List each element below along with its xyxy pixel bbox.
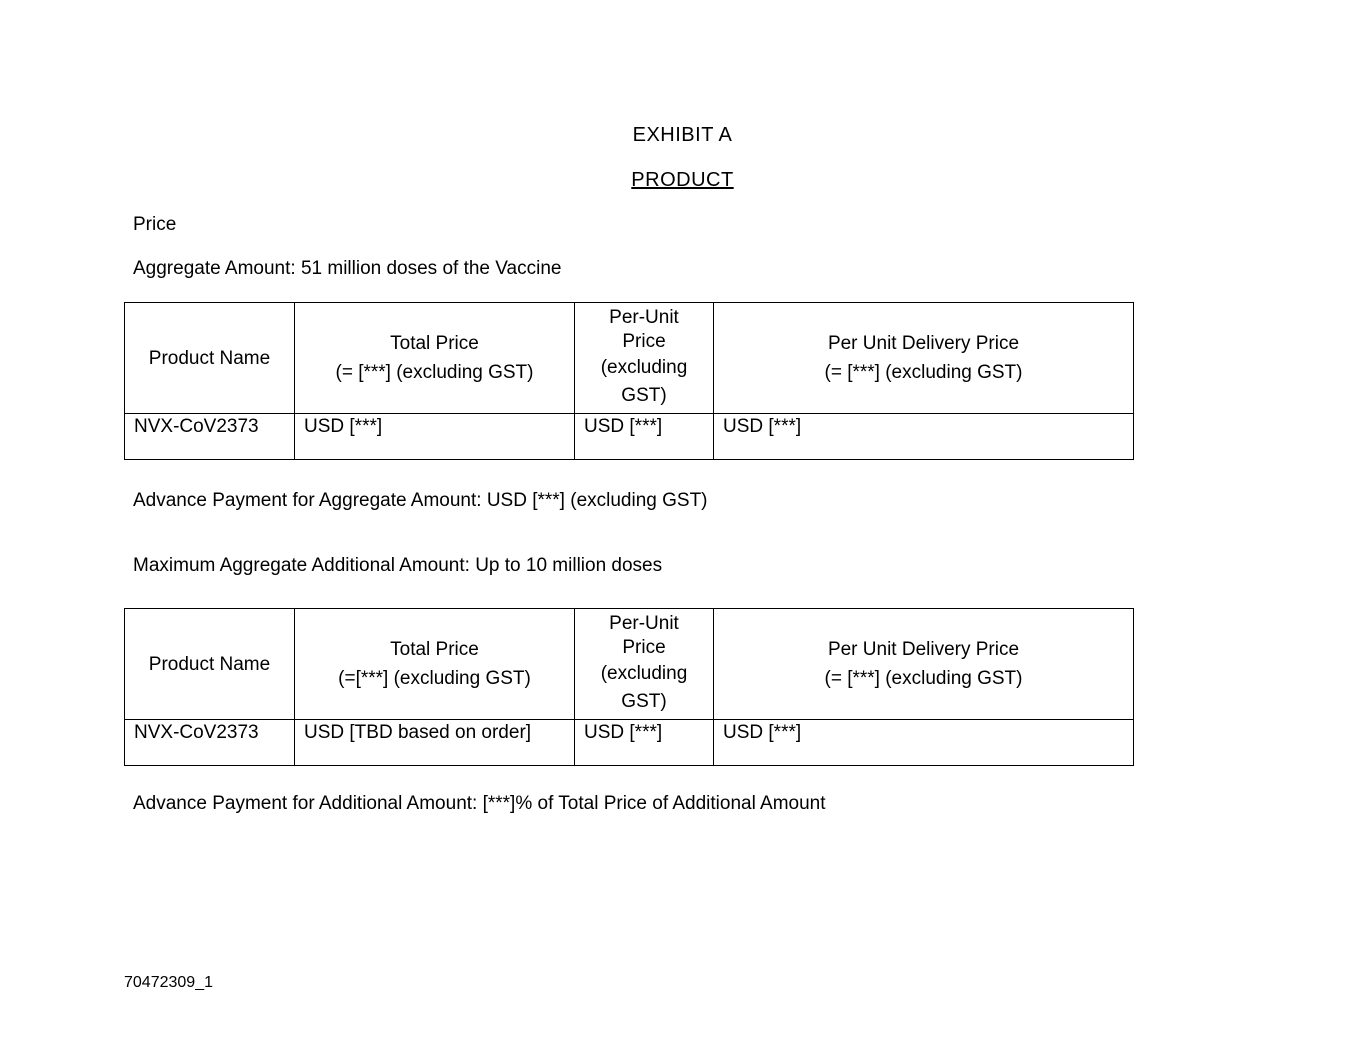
table-header-row xyxy=(125,303,1134,414)
additional-price-table xyxy=(124,608,1134,766)
advance-payment-additional-text: Advance Payment for Additional Amount: [***]% of Total Price of Additional Amount xyxy=(133,793,826,814)
table-header-row xyxy=(125,609,1134,720)
header-delivery-price: Per Unit Delivery Price (= [***] (excluding GST) xyxy=(714,303,1134,414)
header-product-name: Product Name xyxy=(125,609,295,720)
advance-payment-aggregate-text: Advance Payment for Aggregate Amount: USD [***] (excluding GST) xyxy=(133,490,708,511)
cell-per-unit-price: USD [***] xyxy=(575,414,714,460)
header-per-unit-price: Per-Unit Price (excluding GST) xyxy=(575,303,714,414)
cell-per-unit-price: USD [***] xyxy=(575,720,714,766)
cell-total-price: USD [TBD based on order] xyxy=(295,720,575,766)
cell-delivery-price: USD [***] xyxy=(714,720,1134,766)
product-heading: PRODUCT xyxy=(631,169,734,191)
table-row xyxy=(125,720,1134,766)
header-total-price: Total Price (=[***] (excluding GST) xyxy=(295,609,575,720)
price-label: Price xyxy=(133,214,177,235)
header-product-name: Product Name xyxy=(125,303,295,414)
document-footer-id: 70472309_1 xyxy=(124,974,213,991)
table-row xyxy=(125,414,1134,460)
aggregate-amount-text: Aggregate Amount: 51 million doses of the Vaccine xyxy=(133,258,562,279)
header-per-unit-price: Per-Unit Price (excluding GST) xyxy=(575,609,714,720)
cell-delivery-price: USD [***] xyxy=(714,414,1134,460)
header-delivery-price: Per Unit Delivery Price (= [***] (excluding GST) xyxy=(714,609,1134,720)
cell-product: NVX-CoV2373 xyxy=(125,414,295,460)
header-total-price: Total Price (= [***] (excluding GST) xyxy=(295,303,575,414)
cell-product: NVX-CoV2373 xyxy=(125,720,295,766)
cell-total-price: USD [***] xyxy=(295,414,575,460)
max-additional-amount-text: Maximum Aggregate Additional Amount: Up to 10 million doses xyxy=(133,555,663,576)
aggregate-price-table xyxy=(124,302,1134,460)
exhibit-title: EXHIBIT A xyxy=(632,124,733,146)
